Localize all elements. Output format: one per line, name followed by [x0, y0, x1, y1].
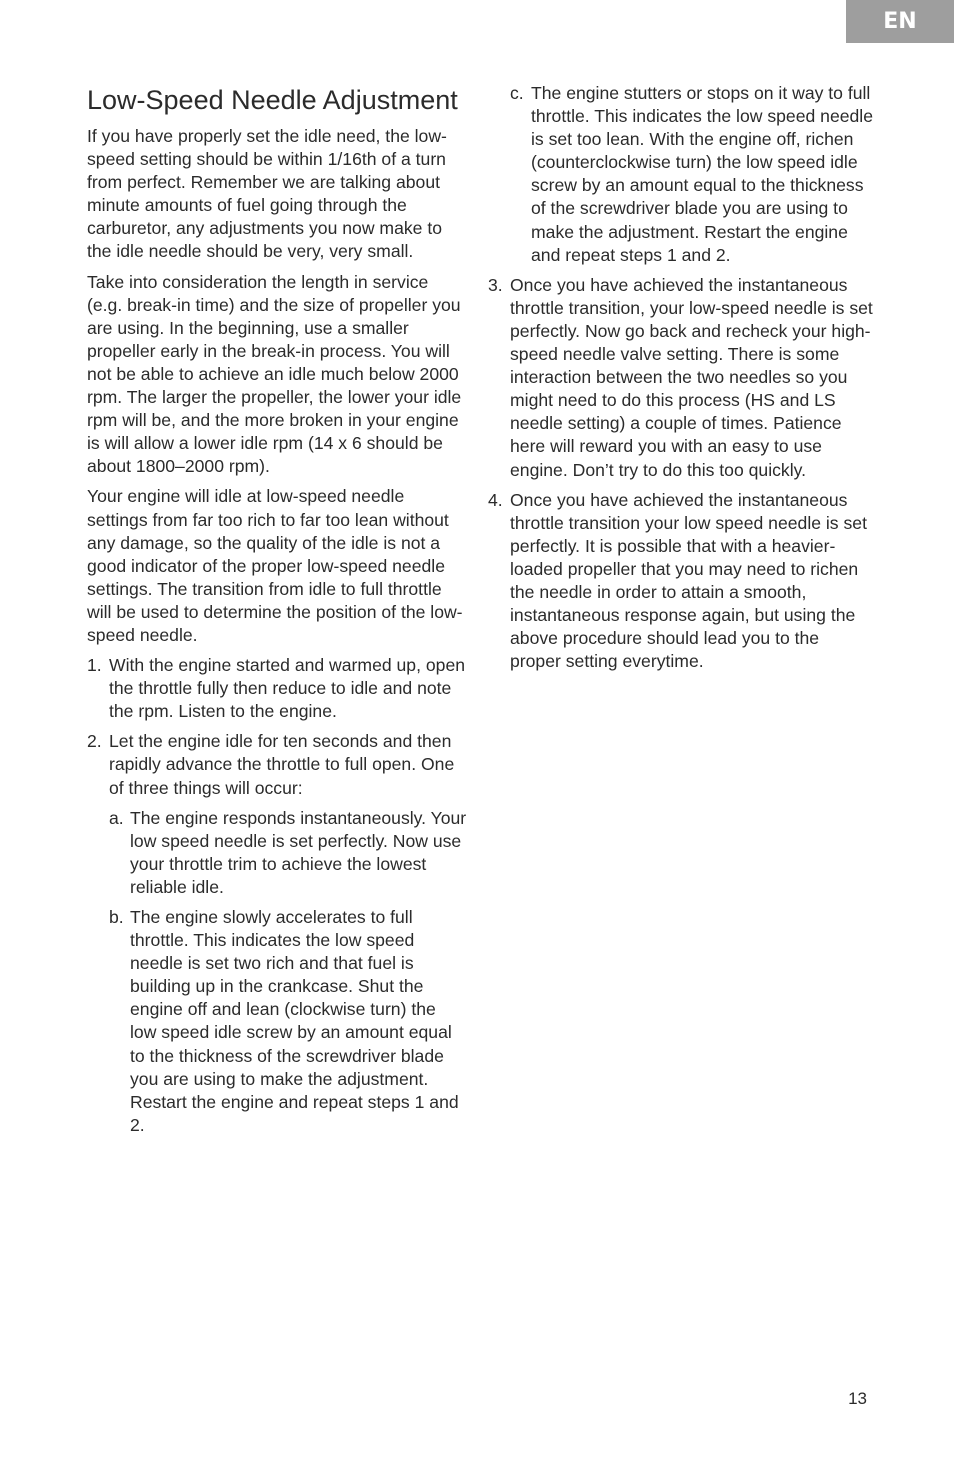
step-number: 3.	[488, 274, 503, 295]
left-column	[87, 82, 467, 1144]
step-text: Once you have achieved the instantaneous throttle transition your low speed needle is set perfectly. It is possible that with a heavier-loaded propeller that you may need to richen the needle in order to attain a smooth, instantaneous response again, but using the above procedure should lead you to the proper setting everytime.	[510, 489, 867, 672]
substep-text: The engine responds instantaneously. Your low speed needle is set perfectly. Now use your throttle trim to achieve the lowest reliable idle.	[130, 807, 467, 897]
step-number: 2.	[87, 731, 102, 752]
step-4	[488, 489, 874, 674]
step-3	[488, 274, 874, 482]
substep-letter: c.	[510, 83, 524, 103]
language-tab: EN	[846, 0, 954, 43]
substep-text: The engine slowly accelerates to full throttle. This indicates the low speed needle is set two rich and that fuel is building up in the crankcase. Shut the engine off and lean (clockwise turn) the low speed idle screw by an amount equal to the thickness of the screwdriver blade you are using to make the adjustment. Restart the engine and repeat steps 1 and 2.	[130, 907, 459, 1135]
substep-text: The engine stutters or stops on it way to full throttle. This indicates the low speed needle is set too lean. With the engine off, richen (counterclockwise turn) the low speed idle screw by an amount equal to the thickness of the screwdriver blade you are using to make the adjustment. Restart the engine and repeat steps 1 and 2.	[531, 83, 873, 265]
paragraph-break-in: Take into consideration the length in service (e.g. break-in time) and the size of propeller you are using. In the beginning, use a smaller propeller early in the break-in process. You will not be able to achieve an idle much below 2000 rpm. The larger the propeller, the lower your idle rpm will be, and the more broken in your engine is will allow a lower idle rpm (14 x 6 should be about 1800–2000 rpm).	[87, 271, 462, 477]
section-title: Low-Speed Needle Adjustment	[87, 85, 458, 115]
step-number: 4.	[488, 489, 503, 510]
substep-b	[109, 906, 467, 1137]
page-number: 13	[848, 1389, 867, 1408]
substep-list	[87, 807, 467, 1137]
substep-letter: b.	[109, 907, 124, 927]
step-text: Let the engine idle for ten seconds and then rapidly advance the throttle to full open. One of three things will occur:	[109, 731, 455, 798]
paragraph-intro: If you have properly set the idle need, the low-speed setting should be within 1/16th of a turn from perfect. Remember we are talking about minute amounts of fuel going through the carburetor, any adjustments you now make to the idle needle should be very, very small.	[87, 126, 447, 262]
step-number: 1.	[87, 655, 102, 676]
step-1	[87, 654, 467, 723]
substep-letter: a.	[109, 807, 124, 828]
step-text: With the engine started and warmed up, open the throttle fully then reduce to idle and note the rpm. Listen to the engine.	[109, 655, 466, 722]
substep-a	[109, 807, 467, 899]
right-column	[488, 82, 874, 680]
substep-list-continued	[488, 82, 874, 267]
step-2	[87, 730, 467, 799]
substep-c	[510, 82, 874, 267]
step-text: Once you have achieved the instantaneous throttle transition, your low-speed needle is set perfectly. Now go back and recheck your high-speed needle valve setting. There is some interaction between the two needles so you might need to do this process (HS and LS needle setting) a couple of times. Patience here will reward you with an easy to use engine. Don’t try to do this too quickly.	[510, 274, 873, 480]
paragraph-idle-quality: Your engine will idle at low-speed needle settings from far too rich to far too lean without any damage, so the quality of the idle is not a good indicator of the proper low-speed needle settings. The transition from idle to full throttle will be used to determine the position of the low-speed needle.	[87, 486, 463, 645]
